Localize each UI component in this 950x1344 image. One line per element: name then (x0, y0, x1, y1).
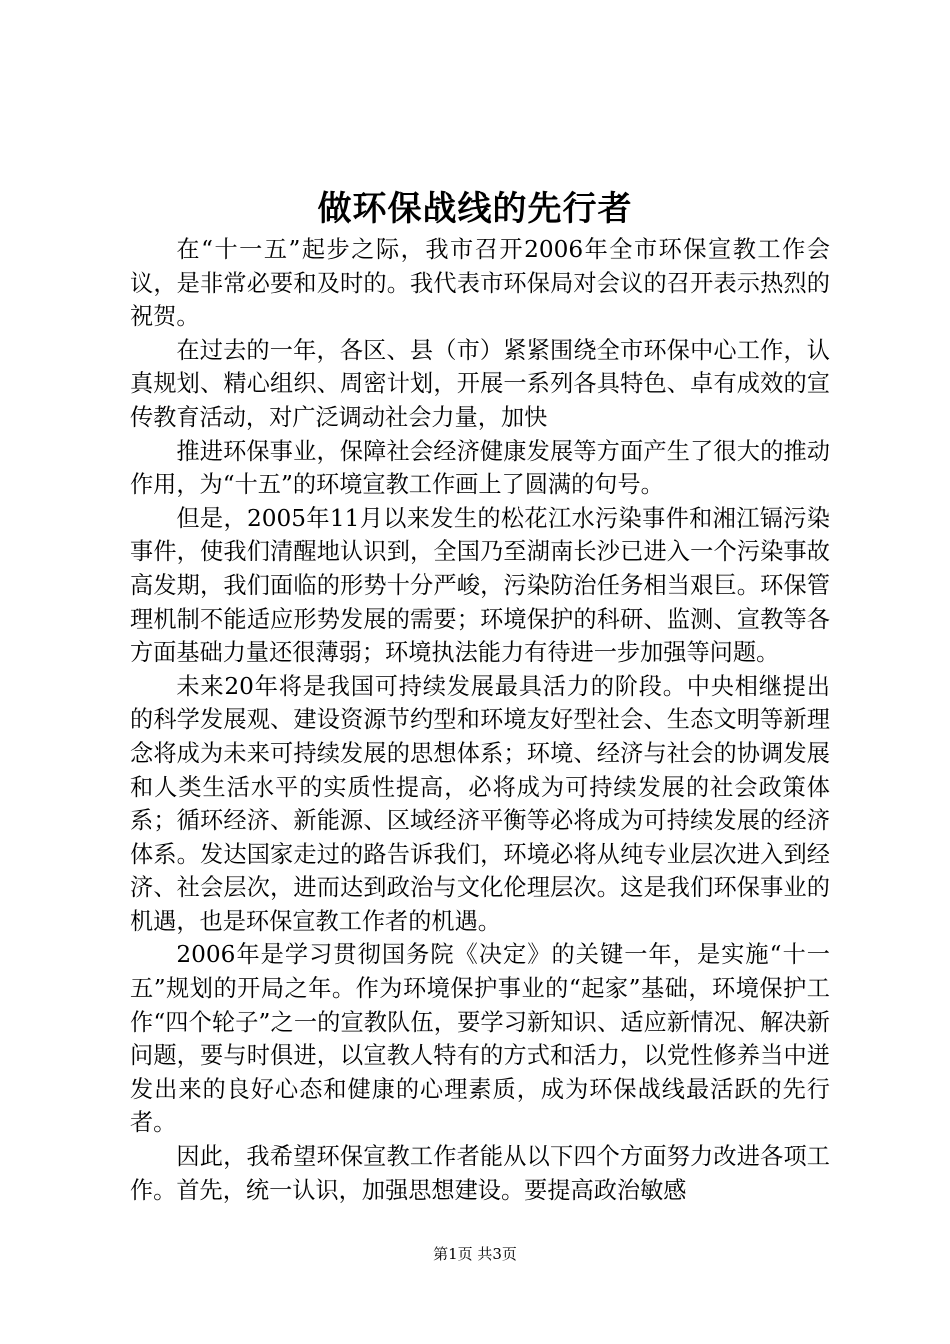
paragraph-6: 2006年是学习贯彻国务院《决定》的关键一年，是实施“十一五”规划的开局之年。作为环境保护事业的“起家”基础，环境保护工作“四个轮子”之一的宣教队伍，要学习新知识、适应新情况、解决新问题，要与时俱进，以宣教人特有的方式和活力，以党性修养当中迸发出来的良好心态和健康的心理素质，成为环保战线最活跃的先行者。 (130, 941, 830, 1137)
paragraph-2: 在过去的一年，各区、县（市）紧紧围绕全市环保中心工作，认真规划、精心组织、周密计划，开展一系列各具特色、卓有成效的宣传教育活动，对广泛调动社会力量，加快 (130, 336, 830, 431)
paragraph-1: 在“十一五”起步之际，我市召开2006年全市环保宣教工作会议，是非常必要和及时的。我代表市环保局对会议的召开表示热烈的祝贺。 (130, 236, 830, 331)
document-body (130, 233, 830, 1207)
document-title: 做环保战线的先行者 (317, 189, 633, 229)
paragraph-7: 因此，我希望环保宣教工作者能从以下四个方面努力改进各项工作。首先，统一认识，加强思想建设。要提高政治敏感 (130, 1143, 830, 1204)
page-footer: 第1页 共3页 (433, 1245, 517, 1263)
paragraph-4: 但是，2005年11月以来发生的松花江水污染事件和湘江镉污染事件，使我们清醒地认识到，全国乃至湖南长沙已进入一个污染事故高发期，我们面临的形势十分严峻，污染防治任务相当艰巨。环保管理机制不能适应形势发展的需要；环境保护的科研、监测、宣教等各方面基础力量还很薄弱；环境执法能力有待进一步加强等问题。 (130, 504, 830, 667)
paragraph-5: 未来20年将是我国可持续发展最具活力的阶段。中央相继提出的科学发展观、建设资源节约型和环境友好型社会、生态文明等新理念将成为未来可持续发展的思想体系；环境、经济与社会的协调发展和人类生活水平的实质性提高，必将成为可持续发展的社会政策体系；循环经济、新能源、区域经济平衡等必将成为可持续发展的经济体系。发达国家走过的路告诉我们，环境必将从纯专业层次进入到经济、社会层次，进而达到政治与文化伦理层次。这是我们环保事业的机遇，也是环保宣教工作者的机遇。 (130, 672, 830, 935)
paragraph-3: 推进环保事业，保障社会经济健康发展等方面产生了很大的推动作用，为“十五”的环境宣教工作画上了圆满的句号。 (130, 437, 830, 499)
